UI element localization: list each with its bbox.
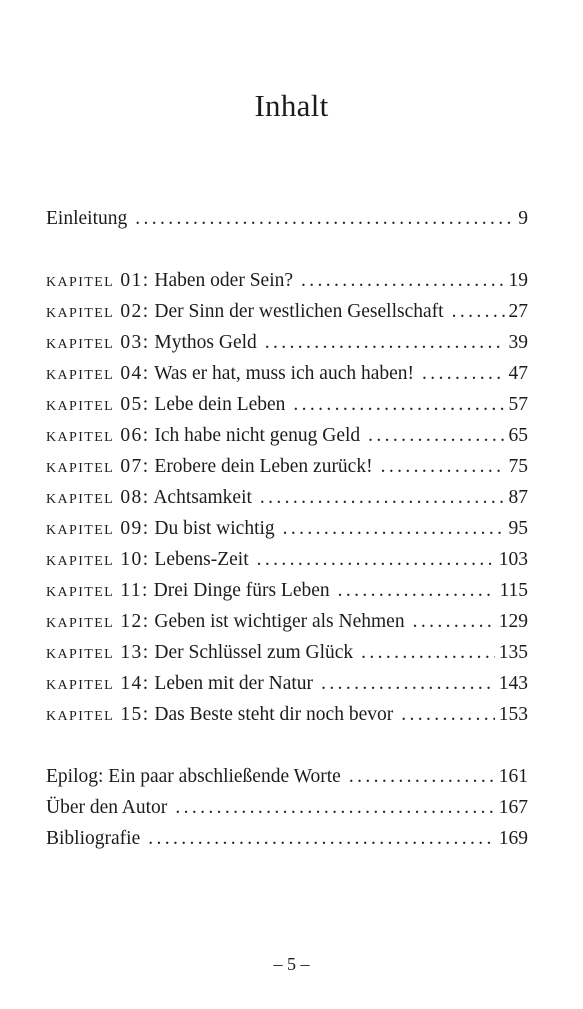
toc-entry-chapter-14 (46, 671, 528, 697)
chapter-prefix: kapitel 12: (46, 611, 150, 632)
dot-leader (293, 392, 504, 418)
chapter-title: Haben oder Sein? (154, 270, 294, 291)
toc-page-number: 95 (508, 518, 528, 539)
toc-entry-chapter-03 (46, 330, 528, 356)
toc-entry-chapter-09 (46, 516, 528, 542)
toc-page-number: 135 (498, 642, 528, 663)
toc-entry-chapter-02 (46, 299, 528, 325)
toc-entry-label: Einleitung (46, 208, 128, 229)
dot-leader (413, 609, 495, 635)
chapter-prefix: kapitel 03: (46, 332, 150, 353)
toc-entry-label: Bibliografie (46, 828, 141, 849)
toc-entry-chapter-08 (46, 485, 528, 511)
toc-entry-about-author (46, 795, 528, 821)
toc-entry-chapter-01 (46, 268, 528, 294)
chapter-prefix: kapitel 13: (46, 642, 150, 663)
chapter-prefix: kapitel 06: (46, 425, 150, 446)
toc-entry-label: Epilog: Ein paar abschließende Worte (46, 766, 341, 787)
dot-leader (321, 671, 495, 697)
chapter-title: Mythos Geld (154, 332, 257, 353)
toc-entry-label: Über den Autor (46, 797, 168, 818)
dot-leader (368, 423, 504, 449)
chapter-prefix: kapitel 05: (46, 394, 150, 415)
toc-page-number: 57 (508, 394, 528, 415)
chapter-title: Lebe dein Leben (154, 394, 286, 415)
chapter-prefix: kapitel 01: (46, 270, 150, 291)
chapter-title: Was er hat, muss ich auch haben! (154, 363, 415, 384)
dot-leader (260, 485, 505, 511)
toc-entry-chapter-13 (46, 640, 528, 666)
toc-entry-chapter-04 (46, 361, 528, 387)
chapter-title: Erobere dein Leben zurück! (154, 456, 373, 477)
chapter-prefix: kapitel 02: (46, 301, 150, 322)
chapter-title: Das Beste steht dir noch bevor (154, 704, 394, 725)
dot-leader (338, 578, 496, 604)
chapter-prefix: kapitel 11: (46, 580, 149, 601)
toc-entry-bibliography (46, 826, 528, 852)
toc-page-number: 39 (508, 332, 528, 353)
toc-page-number: 9 (518, 208, 528, 229)
dot-leader (257, 547, 495, 573)
toc-page-number: 161 (498, 766, 528, 787)
chapter-title: Ich habe nicht genug Geld (154, 425, 361, 446)
toc-entry-chapter-05 (46, 392, 528, 418)
chapter-prefix: kapitel 10: (46, 549, 150, 570)
toc-page-number: 27 (508, 301, 528, 322)
page-title: Inhalt (254, 88, 329, 123)
toc-page-number: 47 (508, 363, 528, 384)
toc-page-number: 153 (498, 704, 528, 725)
dot-leader (283, 516, 505, 542)
dot-leader (265, 330, 505, 356)
toc-entry-chapter-12 (46, 609, 528, 635)
toc-page-number: 169 (498, 828, 528, 849)
toc-page-number: 75 (508, 456, 528, 477)
chapter-title: Leben mit der Natur (154, 673, 314, 694)
chapter-prefix: kapitel 09: (46, 518, 150, 539)
dot-leader (361, 640, 495, 666)
chapter-title: Achtsamkeit (153, 487, 252, 508)
chapter-title: Du bist wichtig (154, 518, 275, 539)
toc-page-number: 103 (498, 549, 528, 570)
chapter-title: Drei Dinge fürs Leben (153, 580, 330, 601)
dot-leader (301, 268, 504, 294)
toc-page-number: 129 (498, 611, 528, 632)
chapter-prefix: kapitel 15: (46, 704, 150, 725)
toc-entry-chapter-07 (46, 454, 528, 480)
toc-entry-chapter-11 (46, 578, 528, 604)
chapter-prefix: kapitel 04: (46, 363, 150, 384)
chapter-prefix: kapitel 08: (46, 487, 150, 508)
toc-entry-chapter-06 (46, 423, 528, 449)
toc-page-number: 87 (508, 487, 528, 508)
page-number: – 5 – (273, 954, 310, 974)
chapter-prefix: kapitel 14: (46, 673, 150, 694)
dot-leader (452, 299, 505, 325)
chapter-title: Der Sinn der westlichen Gesellschaft (154, 301, 444, 322)
dot-leader (148, 826, 495, 852)
toc-entry-chapter-15 (46, 702, 528, 728)
dot-leader (401, 702, 495, 728)
dot-leader (381, 454, 505, 480)
toc-entry-intro (46, 206, 528, 232)
chapter-title: Geben ist wichtiger als Nehmen (154, 611, 405, 632)
chapter-prefix: kapitel 07: (46, 456, 150, 477)
toc-page-number: 115 (499, 580, 528, 601)
dot-leader (422, 361, 504, 387)
toc-page-number: 19 (508, 270, 528, 291)
toc-entry-chapter-10 (46, 547, 528, 573)
toc-page-number: 65 (508, 425, 528, 446)
chapter-title: Der Schlüssel zum Glück (154, 642, 354, 663)
dot-leader (135, 206, 514, 232)
toc-page-number: 143 (498, 673, 528, 694)
toc-page-number: 167 (498, 797, 528, 818)
dot-leader (349, 764, 495, 790)
chapter-title: Lebens-Zeit (154, 549, 249, 570)
dot-leader (175, 795, 494, 821)
toc-entry-epilog (46, 764, 528, 790)
